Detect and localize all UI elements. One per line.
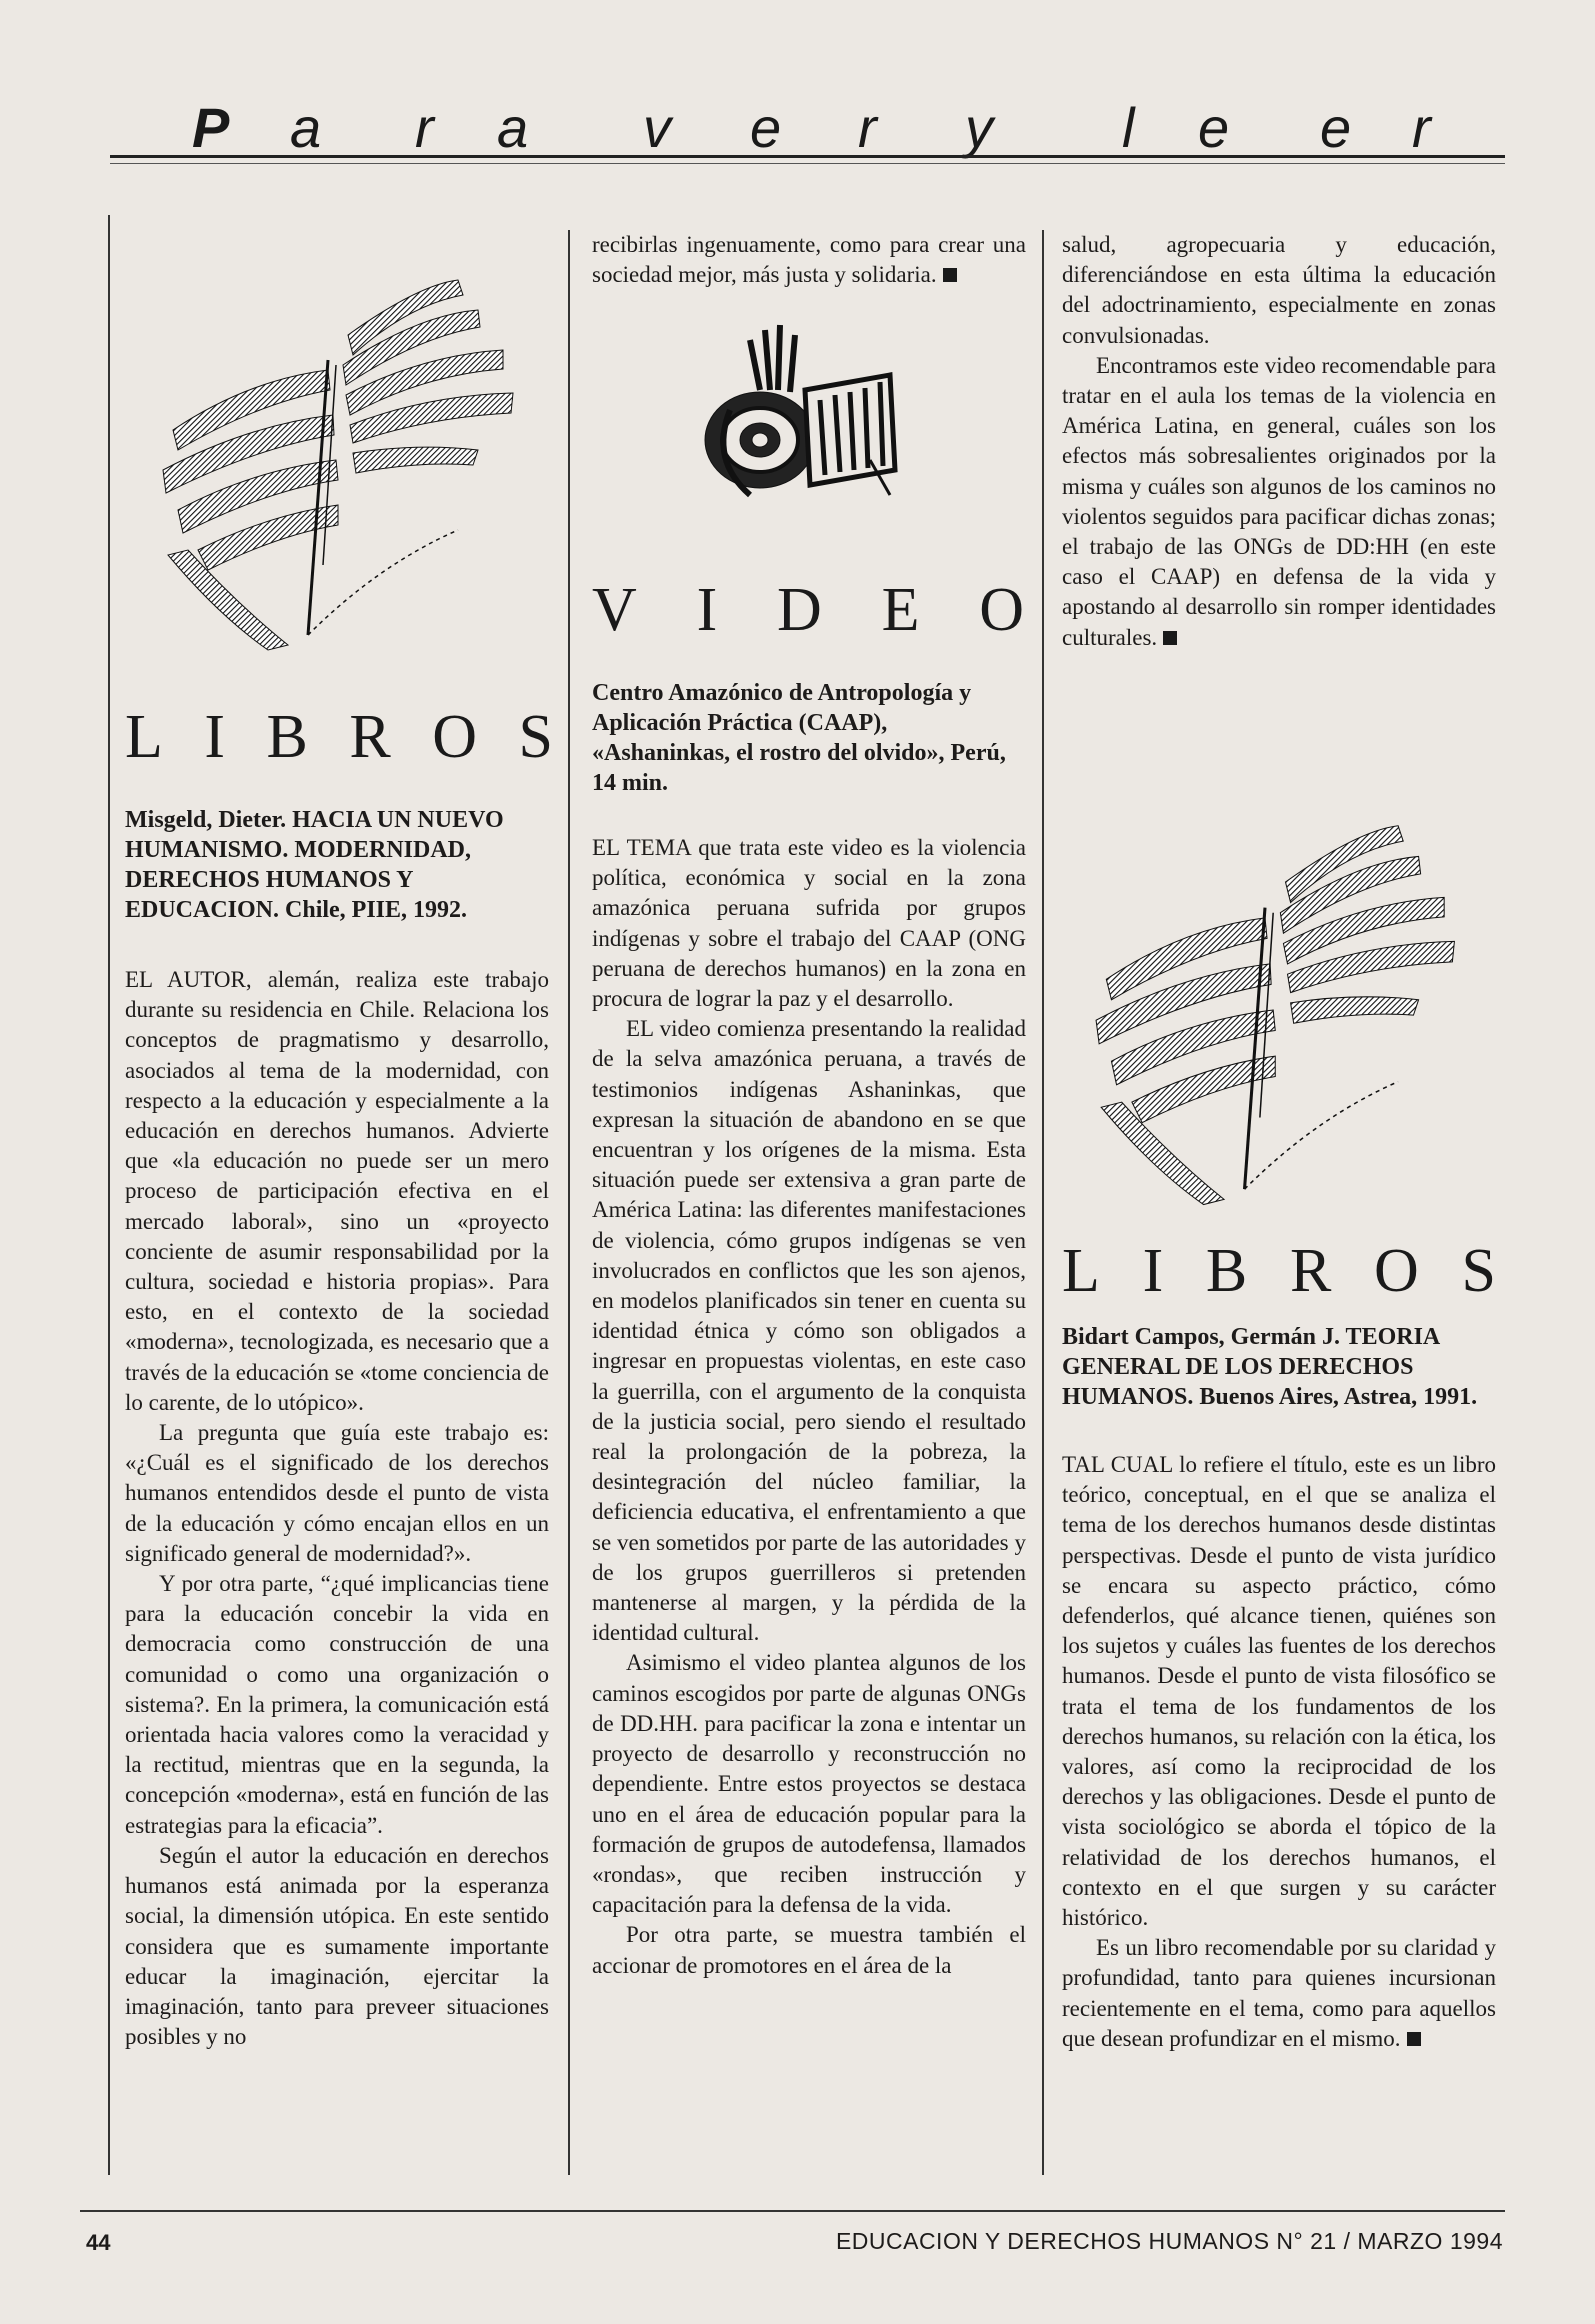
- title-letter: I: [696, 576, 718, 644]
- end-mark-icon: [1163, 631, 1177, 645]
- video-reference: Centro Amazónico de Antropología y Aplicación Práctica (CAAP), «Ashaninkas, el rostro del olvido», Perú, 14 min.: [592, 680, 1006, 796]
- end-mark-icon: [943, 268, 957, 282]
- column-divider: [568, 230, 570, 2175]
- header-letter: l: [1122, 96, 1135, 159]
- publication-info: EDUCACION Y DERECHOS HUMANOS N° 21 / MARZO 1994: [835, 2228, 1503, 2254]
- title-letter: D: [777, 576, 822, 644]
- review-paragraph-end: [1062, 1933, 1496, 2054]
- title-letter: R: [1289, 1237, 1332, 1305]
- column-2-top: [592, 230, 1026, 290]
- column-1: [125, 805, 549, 2052]
- open-book-illustration: [118, 265, 538, 655]
- review-paragraph: Y por otra parte, “¿qué implicancias tiene para la educación concebir la vida en democracia como construcción de una comunidad o como una organización o sistema?. En la primera, la comunicación está orientada hacia valores como la veracidad y la rectitud, mientras que en la segunda, la concepción «moderna», está en función de las estrategias para la eficacia”.: [125, 1571, 549, 1838]
- book-reference: Bidart Campos, Germán J. TEORIA GENERAL DE LOS DERECHOS HUMANOS. Buenos Aires, Astrea, 1991.: [1062, 1324, 1478, 1410]
- header-letter: r: [1412, 96, 1431, 159]
- continued-text: recibirlas ingenuamente, como para crear una sociedad mejor, más justa y solidaria.: [592, 232, 1026, 288]
- header-letter: r: [858, 96, 877, 159]
- review-paragraph: Asimismo el video plantea algunos de los caminos escogidos por parte de algunas ONGs de DD.HH. para pacificar la zona e intentar un proyecto de desarrollo y reconstrucción no dependiente. Entre estos proyectos se destaca uno en el área de educación popular para la formación de grupos de autodefensa, llamados «rondas», que reciben instrucción y capacitación para la defensa de la vida.: [592, 1650, 1026, 1918]
- closing-text: Es un libro recomendable por su claridad y profundidad, tanto para quienes incursionan recientemente en el tema, como para aquellos que desean profundizar en el mismo.: [1062, 1935, 1496, 2051]
- review-paragraph: EL AUTOR, alemán, realiza este trabajo durante su residencia en Chile. Relaciona los conceptos de pragmatismo y desarrollo, asociados al tema de la modernidad, con respecto a la educación y especialmente a la educación en derechos humanos. Advierte que «la educación no puede ser un mero proceso de participación efectiva en el mercado laboral», sino un «proyecto conciente de asumir responsabilidad por la cultura, sociedad e historia propias». Para esto, en el contexto de la sociedad «moderna», tecnologizada, es necesario que a través de la educación se «tome conciencia de lo carente, de lo utópico».: [125, 967, 549, 1415]
- header-rule: [110, 155, 1505, 158]
- header-letter: y: [965, 96, 993, 159]
- review-paragraph: La pregunta que guía este trabajo es: «¿Cuál es el significado de los derechos humanos entendidos desde el punto de vista de la educación y cómo encajan ellos en un significado general de modernidad?».: [125, 1420, 549, 1566]
- title-letter: I: [1142, 1237, 1164, 1305]
- title-letter: L: [1062, 1237, 1100, 1305]
- title-letter: O: [432, 703, 477, 771]
- footer-rule: [80, 2210, 1505, 2212]
- column-3-top: [1062, 230, 1496, 653]
- page-number: 44: [86, 2230, 111, 2255]
- title-letter: V: [592, 576, 637, 644]
- header-letter: v: [643, 96, 671, 159]
- review-paragraph: Por otra parte, se muestra también el accionar de promotores en el área de la: [592, 1922, 1026, 1978]
- closing-text: Encontramos este video recomendable para tratar en el aula los temas de la violencia en América Latina, en general, cuáles son los efectos más sobresalientes originados por la misma y cuáles son algunos de los caminos no violentos seguidos para pacificar dichas zonas; el trabajo de las ONGs de DD:HH (en este caso el CAAP) en defensa de la vida y apostando al desarrollo sin romper identidades culturales.: [1062, 352, 1496, 650]
- title-letter: S: [1461, 1237, 1496, 1305]
- section-title-libros: [1062, 1236, 1496, 1306]
- title-letter: E: [881, 576, 920, 644]
- review-paragraph: Según el autor la educación en derechos humanos está animada por la esperanza social, la dimensión utópica. En este sentido considera que es sumamente importante educar la imaginación, ejercitar la imaginación, tanto para preveer situaciones posibles y no: [125, 1842, 549, 2050]
- title-letter: B: [1205, 1237, 1248, 1305]
- review-paragraph: salud, agropecuaria y educación, diferenciándose en esta última la educación del adoctrinamiento, especialmente en zonas convulsionadas.: [1062, 232, 1496, 348]
- review-paragraph-end: [592, 230, 1026, 290]
- open-book-illustration: [1050, 810, 1480, 1210]
- header-letter: r: [415, 96, 434, 159]
- review-paragraph: TAL CUAL lo refiere el título, este es un libro teórico, conceptual, en el que se analiza el tema de los derechos humanos desde distintas perspectivas. Desde el punto de vista jurídico se encara su aspecto práctico, cómo defenderlos, qué alcance tienen, quiénes son los sujetos y cuáles las fuentes de los derechos humanos. Desde el punto de vista filosófico se trata el tema de los fundamentos de los derechos humanos, su relación con la ética, los valores, así como la reciprocidad de los derechos y las obligaciones. Desde el punto de vista sociológico se aborda el tópico de la relatividad de los derechos humanos, el contexto en el que surgen y su carácter histórico.: [1062, 1452, 1496, 1931]
- title-letter: R: [349, 703, 391, 771]
- title-letter: L: [125, 703, 163, 771]
- title-letter: O: [979, 576, 1024, 644]
- review-paragraph: EL TEMA que trata este video es la violencia política, económica y social en la zona amazónica peruana sufrida por grupos indígenas y sobre el trabajo del CAAP (ONG peruana de derechos humanos) en la zona en procura de lograr la paz y el desarrollo.: [592, 835, 1026, 1012]
- header-letter: e: [750, 96, 782, 159]
- end-mark-icon: [1407, 2032, 1421, 2046]
- title-letter: S: [518, 703, 553, 771]
- header-letter: a: [497, 96, 529, 159]
- review-paragraph: EL video comienza presentando la realidad de la selva amazónica peruana, a través de testimonios indígenas Ashaninkas, que expresan la situación de abandono en se que encuentran y los orígenes de la misma. Esta situación puede ser extensiva a gran parte de América Latina: las diferentes manifestaciones de violencia, cómo grupos indígenas se ven involucrados en conflictos que les son ajenos, en modelos planificados sin tener en cuenta su identidad étnica y cómo son obligados a ingresar en propuestas violentas, en este caso la guerrilla, con el argumento de la conquista de la justicia social, pero siendo el resultado real la prolongación de la pobreza, la desintegración del núcleo familiar, la deficiencia educativa, el enfrentamiento a que se ven sometidos por parte de las autoridades y de los grupos guerrilleros si pretenden mantenerse al margen, y la pérdida de la identidad cultural.: [592, 1016, 1026, 1646]
- section-header: [110, 98, 1510, 158]
- header-letter: e: [1198, 96, 1230, 159]
- header-letter: P: [192, 96, 230, 159]
- section-title-video: [592, 575, 1024, 645]
- column-2: [592, 678, 1026, 1981]
- title-letter: I: [204, 703, 226, 771]
- column-3: [1062, 1322, 1496, 2054]
- book-reference: Misgeld, Dieter. HACIA UN NUEVO HUMANISMO. MODERNIDAD, DERECHOS HUMANOS Y EDUCACION. Chile, PIIE, 1992.: [125, 807, 504, 923]
- header-rule-thin: [110, 163, 1505, 164]
- video-camera-illustration: [690, 320, 930, 540]
- title-letter: B: [266, 703, 308, 771]
- column-divider: [108, 215, 110, 2175]
- section-title-libros: [125, 702, 553, 772]
- column-divider: [1042, 230, 1044, 2175]
- title-letter: O: [1374, 1237, 1419, 1305]
- review-paragraph-end: [1062, 351, 1496, 653]
- header-letter: a: [290, 96, 322, 159]
- header-letter: e: [1320, 96, 1352, 159]
